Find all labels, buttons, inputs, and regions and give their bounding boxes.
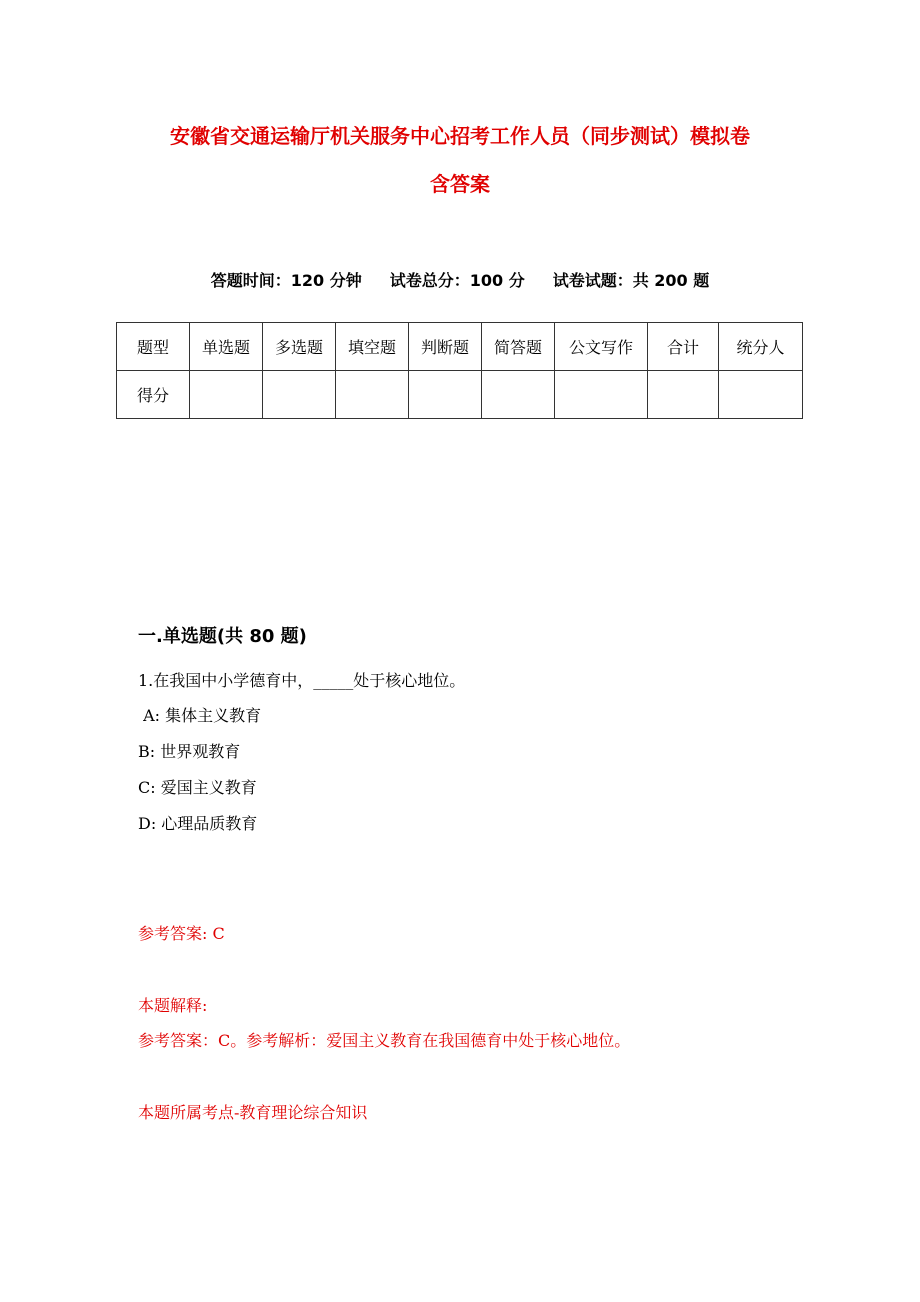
header-cell-short-answer: 简答题 [482, 323, 555, 371]
document-subtitle: 含答案 [430, 172, 490, 196]
exam-question-count: 试卷试题：共 200 题 [552, 271, 710, 290]
score-table-header-row [117, 323, 803, 371]
header-cell-type: 题型 [117, 323, 190, 371]
header-cell-fill-blank: 填空题 [336, 323, 409, 371]
exam-total-score: 试卷总分：100 分 [389, 271, 525, 290]
option-d: D: 心理品质教育 [138, 814, 258, 833]
header-cell-true-false: 判断题 [409, 323, 482, 371]
section-heading: 一.单选题(共 80 题) [138, 626, 307, 647]
option-b: B: 世界观教育 [138, 742, 241, 761]
header-cell-single-choice: 单选题 [190, 323, 263, 371]
explanation-label: 本题解释: [138, 996, 208, 1015]
option-c: C: 爱国主义教育 [138, 778, 257, 797]
score-cell [555, 371, 648, 419]
header-cell-total: 合计 [648, 323, 719, 371]
exam-time: 答题时间：120 分钟 [210, 271, 362, 290]
score-cell [482, 371, 555, 419]
score-cell [648, 371, 719, 419]
header-cell-document-writing: 公文写作 [555, 323, 648, 371]
header-cell-multiple-choice: 多选题 [263, 323, 336, 371]
row-label-score: 得分 [117, 371, 190, 419]
topic-note: 本题所属考点-教育理论综合知识 [138, 1103, 368, 1122]
score-table [116, 322, 803, 419]
score-table-score-row [117, 371, 803, 419]
score-cell [719, 371, 803, 419]
score-cell [263, 371, 336, 419]
exam-meta [0, 270, 920, 292]
document-title: 安徽省交通运输厅机关服务中心招考工作人员（同步测试）模拟卷 [170, 124, 750, 148]
header-cell-scorer: 统分人 [719, 323, 803, 371]
question-stem: 1.在我国中小学德育中，_____处于核心地位。 [138, 671, 466, 690]
score-cell [190, 371, 263, 419]
reference-answer: 参考答案: C [138, 924, 225, 943]
score-cell [336, 371, 409, 419]
option-a: A: 集体主义教育 [138, 706, 262, 725]
explanation-text: 参考答案：C。参考解析：爱国主义教育在我国德育中处于核心地位。 [138, 1031, 631, 1050]
score-cell [409, 371, 482, 419]
